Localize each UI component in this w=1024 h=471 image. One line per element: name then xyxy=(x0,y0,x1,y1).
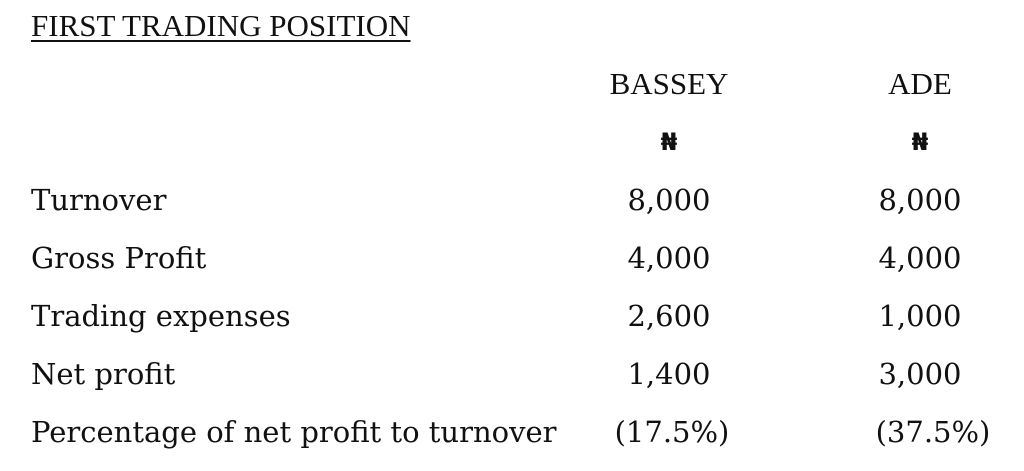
value-bassey: 4,000 xyxy=(627,241,711,275)
table-row-turnover xyxy=(0,183,1024,223)
value-ade: (37.5%) xyxy=(875,415,991,449)
document-title: FIRST TRADING POSITION xyxy=(31,8,411,43)
column-header-bassey: BASSEY xyxy=(609,66,729,101)
table-row-trading-expenses xyxy=(0,299,1024,339)
table-row-gross-profit xyxy=(0,241,1024,281)
value-ade: 3,000 xyxy=(878,357,962,391)
table-row-percentage-net-profit xyxy=(0,415,1024,455)
row-label: Trading expenses xyxy=(31,299,291,333)
value-bassey: (17.5%) xyxy=(614,415,730,449)
row-label: Gross Profit xyxy=(31,241,207,275)
value-ade: 1,000 xyxy=(878,299,962,333)
currency-symbol-bassey: ₦ xyxy=(660,128,678,156)
value-bassey: 8,000 xyxy=(627,183,711,217)
value-ade: 8,000 xyxy=(878,183,962,217)
value-bassey: 1,400 xyxy=(627,357,711,391)
value-ade: 4,000 xyxy=(878,241,962,275)
currency-symbol-ade: ₦ xyxy=(911,128,929,156)
row-label: Percentage of net profit to turnover xyxy=(31,415,557,449)
column-header-ade: ADE xyxy=(888,66,952,101)
value-bassey: 2,600 xyxy=(627,299,711,333)
row-label: Turnover xyxy=(31,183,167,217)
table-row-net-profit xyxy=(0,357,1024,397)
row-label: Net profit xyxy=(31,357,176,391)
